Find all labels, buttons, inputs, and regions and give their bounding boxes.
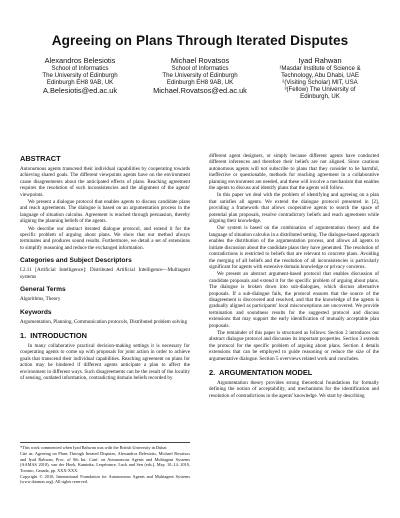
paper-title: Agreeing on Plans Through Iterated Disputes bbox=[51, 33, 349, 48]
author-affiliation: ²(Visiting Scholar) MIT, USA bbox=[282, 79, 358, 87]
author-affiliation: Edinburgh EH8 9AB, UK bbox=[166, 79, 234, 87]
author-affiliation: Edinburgh EH8 9AB, UK bbox=[46, 79, 114, 87]
body-paragraph: Our system is based on the combination of argumentation theory and the language of situation calculus in a distributed setting. The dialogue-based approach enables the distribution of the argumentation process, and allows all agents to initiate discussion about the candidate plans they have generated. The resolution of contradictions is restricted to beliefs that are relevant to concrete plans. Avoiding the merging of all beliefs and the resolution of all inconsistencies is particularly significant for agents with extensive domain knowledge or privacy concerns. bbox=[209, 225, 379, 270]
author-name: Alexandros Belesiotis bbox=[44, 56, 116, 65]
introduction-text: In many collaborative practical decision-making settings it is necessary for cooperating agents to come up with proposals for joint action in order to achieve goals that transcend their individual capabilities. Reaching agreement on plans for action may be hindered if different agents anticipate a plan to affect the environment in different ways. Such disagreements can be the result of the locality of sensing, outdated information, contradicting domain beliefs recorded by bbox=[20, 342, 190, 381]
section-2-text: Argumentation theory provides strong theoretical foundations for formally defining the notion of acceptability, and mechanisms for the identification and resolution of contradictions in the agents' knowledge. We start by describing bbox=[209, 380, 379, 399]
author-1 bbox=[20, 56, 140, 100]
abstract-heading: ABSTRACT bbox=[20, 154, 61, 163]
footnote-line: *This work commenced when Iyad Rahwan was with the British University in Dubai bbox=[20, 445, 167, 450]
general-terms-text: Algorithms, Theory bbox=[20, 296, 61, 303]
author-affiliation: The University of Edinburgh bbox=[162, 72, 238, 80]
author-affiliation: The University of Edinburgh bbox=[42, 72, 118, 80]
citation-line: Cite as: Agreeing on Plans Through Iterated Disputes, Alexandros Belesiotis, Michael Rovatsos and Iyad Rahwan, Proc. of 9th Int. Conf. on Autonomous Agents and Multiagent Systems (AAMAS 2010), van der Hoek, Kaminka, Lespérance, Luck and Sen (eds.), May, 10–14, 2010, Toronto, Canada, pp. XXX-XXX. bbox=[20, 451, 190, 473]
author-affiliation: ¹Masdar Institute of Science & bbox=[279, 65, 361, 72]
author-2 bbox=[140, 56, 260, 100]
author-affiliation: Edinburgh, UK bbox=[300, 93, 340, 101]
body-paragraph: different agent designers, or simply because different agents have conducted different inferences and therefore their beliefs are not aligned. Since cautious autonomous agents will not subscribe to plans that they consider to be harmful, ineffective or questionable, methods for reaching agreement in a collaborative planning environment are needed, and these will involve a mechanism that enables the agents to discuss and identify plans that the agents will follow. bbox=[209, 153, 379, 192]
right-column bbox=[209, 153, 379, 400]
author-email: Michael.Rovatsos@ed.ac.uk bbox=[153, 86, 247, 96]
author-affiliation: ³(Fellow) The University of bbox=[284, 86, 356, 94]
author-affiliation: School of Informatics bbox=[51, 65, 109, 72]
author-name: Michael Rovatsos bbox=[170, 56, 230, 65]
general-terms-heading: General Terms bbox=[20, 286, 66, 294]
categories-heading: Categories and Subject Descriptors bbox=[20, 257, 132, 265]
abstract-paragraph: We describe our abstract iterated dialogue protocol, and extend it for the specific problem of arguing about plans. We show that our method always terminates and produces sound results. Furthermore, we detail a set of extensions to simplify reasoning and reduce the exchanged information. bbox=[20, 225, 190, 251]
body-paragraph: We present an abstract argument-based protocol that enables discussion of candidate proposals and extend it for the specific problem of arguing about plans. The dialogue is broken down into sub-dialogues, which discuss alternative proposals. If a sub-dialogue fails, the protocol ensures that the source of the disagreement is discovered and resolved, and that the knowledge of the agents is gradually aligned as participants' local misconceptions are uncovered. We provide termination and soundness results for the suggested protocol and discuss extensions that may support the early identification of mutually acceptable plan proposals. bbox=[209, 271, 379, 329]
author-3 bbox=[260, 56, 380, 100]
author-affiliation: Technology, Abu Dhabi, UAE bbox=[281, 72, 359, 80]
author-affiliation: School of Informatics bbox=[171, 65, 229, 72]
section-2-heading: 2. ARGUMENTATION MODEL bbox=[209, 368, 313, 377]
author-block bbox=[20, 56, 380, 100]
left-column bbox=[20, 154, 190, 382]
body-paragraph: In this paper we deal with the problem of identifying and agreeing on a plan that satisfies all agents. We extend the dialogue protocol presented in [2], providing a framework that allows cooperative agents to search the space of potential plan proposals, resolve contradictory beliefs and reach agreement while aligning their knowledge. bbox=[209, 192, 379, 225]
abstract-paragraph: Autonomous agents transcend their individual capabilities by cooperating towards achieving shared goals. The different viewpoints agents have on the environment cause disagreements about the anticipated effects of plans. Reaching agreement requires the resolution of such inconsistencies and the alignment of the agents' viewpoints. bbox=[20, 166, 190, 198]
keywords-heading: Keywords bbox=[20, 308, 52, 316]
footnote bbox=[20, 442, 190, 486]
introduction-heading: 1. INTRODUCTION bbox=[20, 330, 87, 340]
author-name: Iyad Rahwan bbox=[298, 56, 342, 65]
abstract-paragraph: We present a dialogue protocol that enables agents to discuss candidate plans and reach agreements. The dialogue is based on an argumentation process in the language of situation calculus. Agreement is reached through persuasion, thereby aligning the planning beliefs of the agents. bbox=[20, 199, 190, 225]
categories-text: I.2.11 [Artificial Intelligence]: Distributed Artificial Intelligence—Multiagent systems bbox=[20, 267, 190, 280]
copyright-line: Copyright © 2010, International Foundation for Autonomous Agents and Multiagent Systems (www.ifaamas.org). All rights reserved. bbox=[20, 474, 190, 485]
author-email: A.Belesiotis@ed.ac.uk bbox=[42, 86, 118, 96]
keywords-text: Argumentation, Planning, Communication protocols, Distributed problem solving bbox=[20, 318, 187, 325]
body-paragraph: The remainder of this paper is structured as follows: Section 2 introduces our abstract dialogue protocol and discusses its important properties. Section 3 extends the protocol for the specific problem of arguing about plans. Section 4 details extensions that can be employed to guide reasoning or reduce the size of the argumentative dialogue. Section 5 overviews related work and concludes. bbox=[209, 329, 379, 362]
